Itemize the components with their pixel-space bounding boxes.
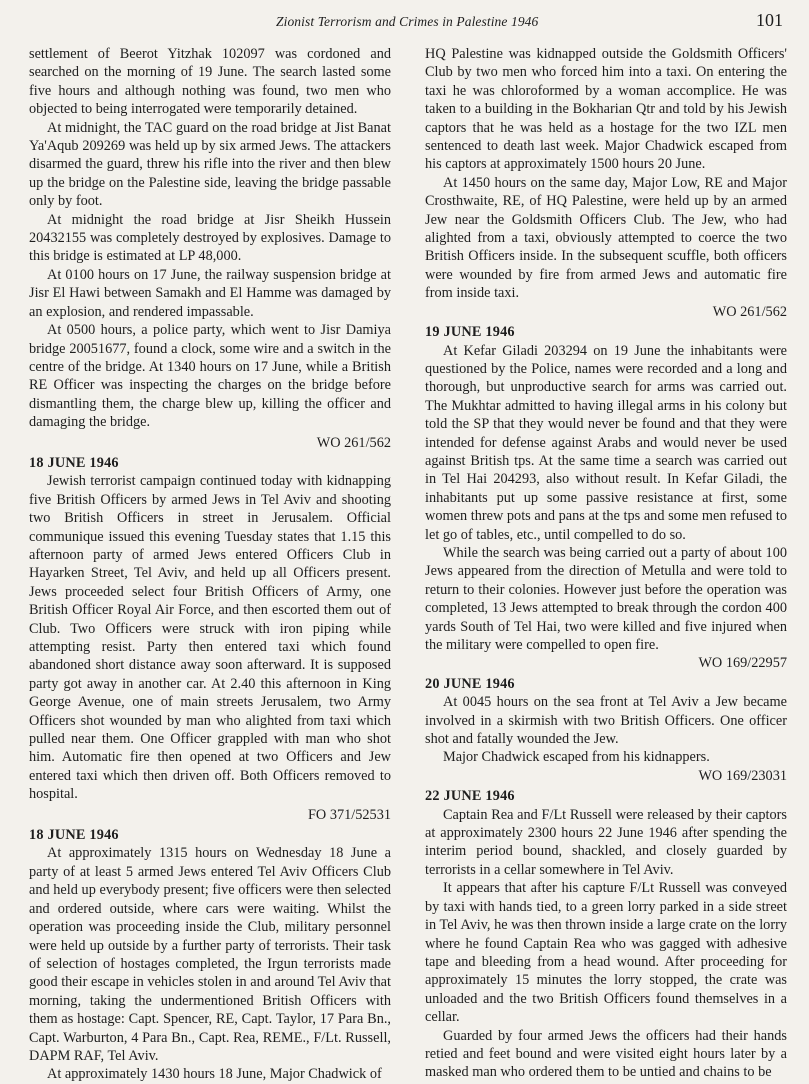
section-heading: 18 JUNE 1946 <box>29 454 119 471</box>
paragraph: Guarded by four armed Jews the officers had their hands retied and feet bound and were visited eight hours later by a masked man who ordered them to be untied and chains to be <box>425 1027 787 1081</box>
paragraph: At Kefar Giladi 203294 on 19 June the inhabitants were questioned by the Police, names were recorded and a long and thorough, but unproductive search for arms was carried out. The Mukhtar admitted to having illegal arms in his colony but told the SP that they would never be found and that they were intended for defense against Arabs and would never be used against British tps. At the same time a search was carried out in Tel Hai 204293, also without result. In Kefar Giladi, the inhabitants put up some passive resistance at first, some women threw pots and pans at the tps and some men refused to let go of tables, etc., until compelled to do so. <box>425 342 787 543</box>
paragraph: At 0100 hours on 17 June, the railway suspension bridge at Jisr El Hawi between Samakh and El Hamme was damaged by an explosion, and rendered impassable. <box>29 266 391 320</box>
paragraph: While the search was being carried out a party of about 100 Jews appeared from the direction of Metulla and were told to return to their colonies. However just before the operation was completed, 13 Jews attempted to break through the cordon 400 yards South of Tel Hai, two were killed and five injured when the military were compelled to open fire. <box>425 544 787 653</box>
paragraph: At 0500 hours, a police party, which went to Jisr Damiya bridge 20051677, found a clock, some wire and a switch in the centre of the bridge. At 1340 hours on 17 June, while a British RE Officer was inspecting the charges on the bridge before dismantling them, the charge blew up, killing the officer and damaging the bridge. <box>29 322 391 431</box>
section-heading: 20 JUNE 1946 <box>425 675 515 692</box>
section-heading: 18 JUNE 1946 <box>29 827 119 844</box>
paragraph: At midnight the road bridge at Jisr Sheikh Hussein 20432155 was completely destroyed by explosives. Damage to this bridge is estimated at LP 48,000. <box>29 211 391 265</box>
source-reference: WO 169/23031 <box>698 767 787 784</box>
section-heading: 22 JUNE 1946 <box>425 788 515 805</box>
source-reference: WO 169/22957 <box>698 655 787 672</box>
running-title: Zionist Terrorism and Crimes in Palestine 1946 <box>276 14 539 29</box>
paragraph: At approximately 1315 hours on Wednesday 18 June a party of at least 5 armed Jews entered Tel Aviv Officers Club and held up everybody present; five officers were then selected and ordered outside, where cars were waiting. Whilst the operation was proceeding inside the Club, military personnel were held up outside by a further party of terrorists. Their task of selection of hostages completed, the Irgun terrorists made good their escape in vehicles stolen in and around Tel Aviv that morning, taking the undermentioned British Officers with them as hostage: Capt. Spencer, RE, Capt. Taylor, 17 Para Bn., Capt. Warburton, 4 Para Bn., Capt. Rea, REME., F/Lt. Russell, DAPM RAF, Tel Aviv. <box>29 845 391 1064</box>
source-reference: WO 261/562 <box>316 434 391 451</box>
paragraph: HQ Palestine was kidnapped outside the Goldsmith Officers' Club by two men who forced him into a taxi. On entering the taxi he was chloroformed by a woman accomplice. He was taken to a building in the Bokharian Qtr and told by his Jewish captors that he was held as a hostage for the two IZL men sentenced to death last week. Major Chadwick escaped from his captors at approximately 1500 hours 20 June. <box>425 46 787 173</box>
paragraph: Captain Rea and F/Lt Russell were released by their captors at approximately 2300 hours 22 June 1946 after spending the interim period bound, shackled, and closely guarded by terrorists in a cellar somewhere in Tel Aviv. <box>425 806 787 878</box>
page-number: 101 <box>756 10 783 30</box>
paragraph: Jewish terrorist campaign continued today with kidnapping five British Officers by armed Jews in Tel Aviv and shooting two British Officers in street in Jerusalem. Official communique issued this evening Tuesday states that 1.15 this afternoon party of armed Jews entered Officers Club in Hayarken Street, Tel Aviv, and held up all Officers present. Jews proceeded select four British Officers of Army, one British Officer Royal Air Force, and then escorted them out of Club. Two Officers were struck with iron piping while attempting resist. Party then entered taxi which found abandoned short distance away soon afterward. It is supposed party got away in another car. At 2.40 this afternoon in King George Avenue, one of main streets Jerusalem, two Army Officers shot wounded by man who alighted from taxi which pulled near them. One Officer grappled with man who shot him. Automatic fire then opened at two Officers and Jew entered taxi which then driven off. Both Officers removed to hospital. <box>29 473 391 803</box>
paragraph: At 0045 hours on the sea front at Tel Aviv a Jew became involved in a skirmish with two British Officers. One officer shot and fatally wounded the Jew. <box>425 694 787 748</box>
paragraph: At midnight, the TAC guard on the road bridge at Jist Banat Ya'Aqub 209269 was held up by six armed Jews. The attackers disarmed the guard, threw his rifle into the river and then blew up the bridge on the Palestine side, leaving the bridge passable only by foot. <box>29 119 391 210</box>
paragraph: At approximately 1430 hours 18 June, Major Chadwick of <box>47 1066 382 1083</box>
source-reference: WO 261/562 <box>712 303 787 320</box>
paragraph: settlement of Beerot Yitzhak 102097 was cordoned and searched on the morning of 19 June. The search lasted some five hours and although nothing was found, two men who objected to being interrogated were temporarily detained. <box>29 46 391 118</box>
paragraph: At 1450 hours on the same day, Major Low, RE and Major Crosthwaite, RE, of HQ Palestine, were held up by an armed Jew near the Goldsmith Officers Club. The Jew, who had alighted from a taxi, obviously attempted to coerce the two British Officers inside. In the subsequent scuffle, both officers were wounded by fire from armed Jews and automatic fire from inside taxi. <box>425 174 787 302</box>
section-heading: 19 JUNE 1946 <box>425 324 515 341</box>
right-column <box>425 45 787 1082</box>
paragraph: It appears that after his capture F/Lt Russell was conveyed by taxi with hands tied, to a green lorry parked in a side street in Tel Aviv, he was then thrown inside a large crate on the lorry where he found Captain Rea who was gagged with adhesive tape and bleeding from a head wound. After proceeding for approximately 15 minutes the lorry stopped, the crate was unloaded and the two British Officers found themselves in a cellar. <box>425 880 787 1026</box>
paragraph: Major Chadwick escaped from his kidnappers. <box>443 749 710 766</box>
source-reference: FO 371/52531 <box>307 806 391 823</box>
left-column <box>29 45 391 1084</box>
page-header <box>0 8 809 32</box>
